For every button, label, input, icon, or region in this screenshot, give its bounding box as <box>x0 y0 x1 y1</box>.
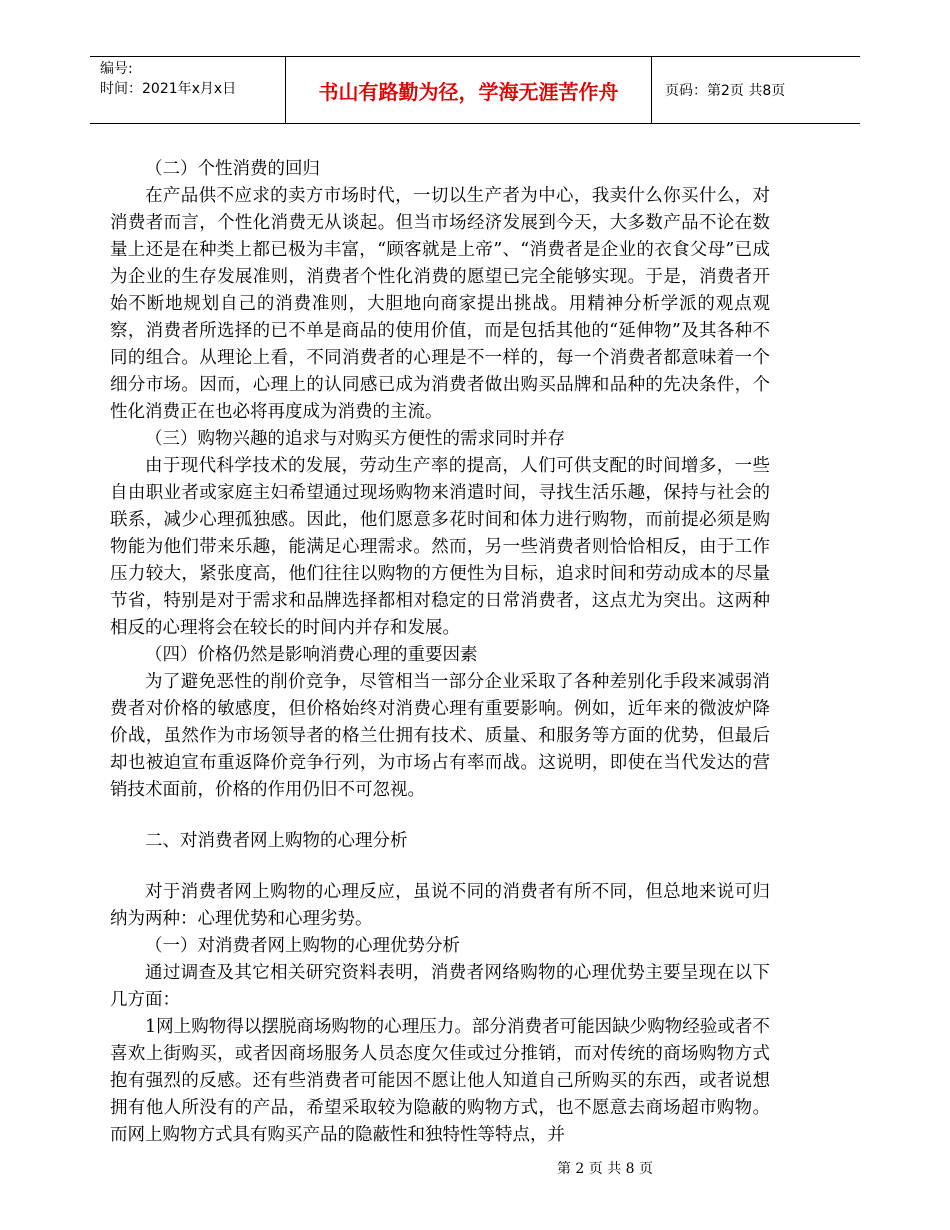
page-header <box>90 56 860 124</box>
section-heading: （二）个性消费的回归 <box>145 159 320 179</box>
page-number: 第 2 页 共 8 页 <box>556 1161 654 1177</box>
page-footer <box>0 1158 950 1178</box>
section-heading: （四）价格仍然是影响消费心理的重要因素 <box>145 645 478 665</box>
section-heading: （三）购物兴趣的追求与对购买方便性的需求同时并存 <box>145 429 565 449</box>
document-number-label: 编号: <box>100 61 133 77</box>
chapter-heading: 二、对消费者网上购物的心理分析 <box>145 831 408 851</box>
section-heading: （一）对消费者网上购物的心理优势分析 <box>145 936 460 956</box>
body-paragraph: 1网上购物得以摆脱商场购物的心理压力。部分消费者可能因缺少购物经验或者不喜欢上街购买，或者因商场服务人员态度欠佳或过分推销，而对传统的商场购物方式抱有强烈的反感。还有些消费者可能因不愿让他人知道自己所购买的东西，或者说想拥有他人所没有的产品，希望采取较为隐蔽的购物方式，也不愿意去商场超市购物。而网上购物方式具有购买产品的隐蔽性和独特性等特点，并 <box>110 1017 770 1145</box>
body-paragraph: 在产品供不应求的卖方市场时代，一切以生产者为中心，我卖什么你买什么，对消费者而言，个性化消费无从谈起。但当市场经济发展到今天，大多数产品不论在数量上还是在种类上都已极为丰富，“顾客就是上帝”、“消费者是企业的衣食父母”已成为企业的生存发展准则，消费者个性化消费的愿望已完全能够实现。于是，消费者开始不断地规划自己的消费准则，大胆地向商家提出挑战。用精神分析学派的观点观察，消费者所选择的已不单是商品的使用价值，而是包括其他的“延伸物”及其各种不同的组合。从理论上看，不同消费者的心理是不一样的，每一个消费者都意味着一个细分市场。因而，心理上的认同感已成为消费者做出购买品牌和品种的先决条件，个性化消费正在也必将再度成为消费的主流。 <box>110 186 770 422</box>
body-paragraph: 由于现代科学技术的发展，劳动生产率的提高，人们可供支配的时间增多，一些自由职业者或家庭主妇希望通过现场购物来消遣时间，寻找生活乐趣，保持与社会的联系，减少心理孤独感。因此，他们愿意多花时间和体力进行购物，而前提必须是购物能为他们带来乐趣，能满足心理需求。然而，另一些消费者则恰恰相反，由于工作压力较大，紧张度高，他们往往以购物的方便性为目标，追求时间和劳动成本的尽量节省，特别是对于需求和品牌选择都相对稳定的日常消费者，这点尤为突出。这两种相反的心理将会在较长的时间内并存和发展。 <box>110 456 770 638</box>
header-info <box>100 59 280 99</box>
body-paragraph: 对于消费者网上购物的心理反应，虽说不同的消费者有所不同，但总地来说可归纳为两种：心理优势和心理劣势。 <box>110 882 770 929</box>
body-paragraph: 为了避免恶性的削价竞争，尽管相当一部分企业采取了各种差别化手段来减弱消费者对价格的敏感度，但价格始终对消费心理有重要影响。例如，近年来的微波炉降价战，虽然作为市场领导者的格兰仕拥有技术、质量、和服务等方面的优势，但最后却也被迫宣布重返降价竞争行列，为市场占有率而战。这说明，即使在当代发达的营销技术面前，价格的作用仍旧不可忽视。 <box>110 672 770 800</box>
header-motto: 书山有路勤为径，学海无涯苦作舟 <box>285 57 652 123</box>
document-time-label: 时间：2021年x月x日 <box>100 81 237 97</box>
document-body <box>110 156 770 1149</box>
header-page-label: 页码：第2页 共8页 <box>665 83 786 99</box>
body-paragraph: 通过调查及其它相关研究资料表明，消费者网络购物的心理优势主要呈现在以下几方面： <box>110 963 770 1010</box>
